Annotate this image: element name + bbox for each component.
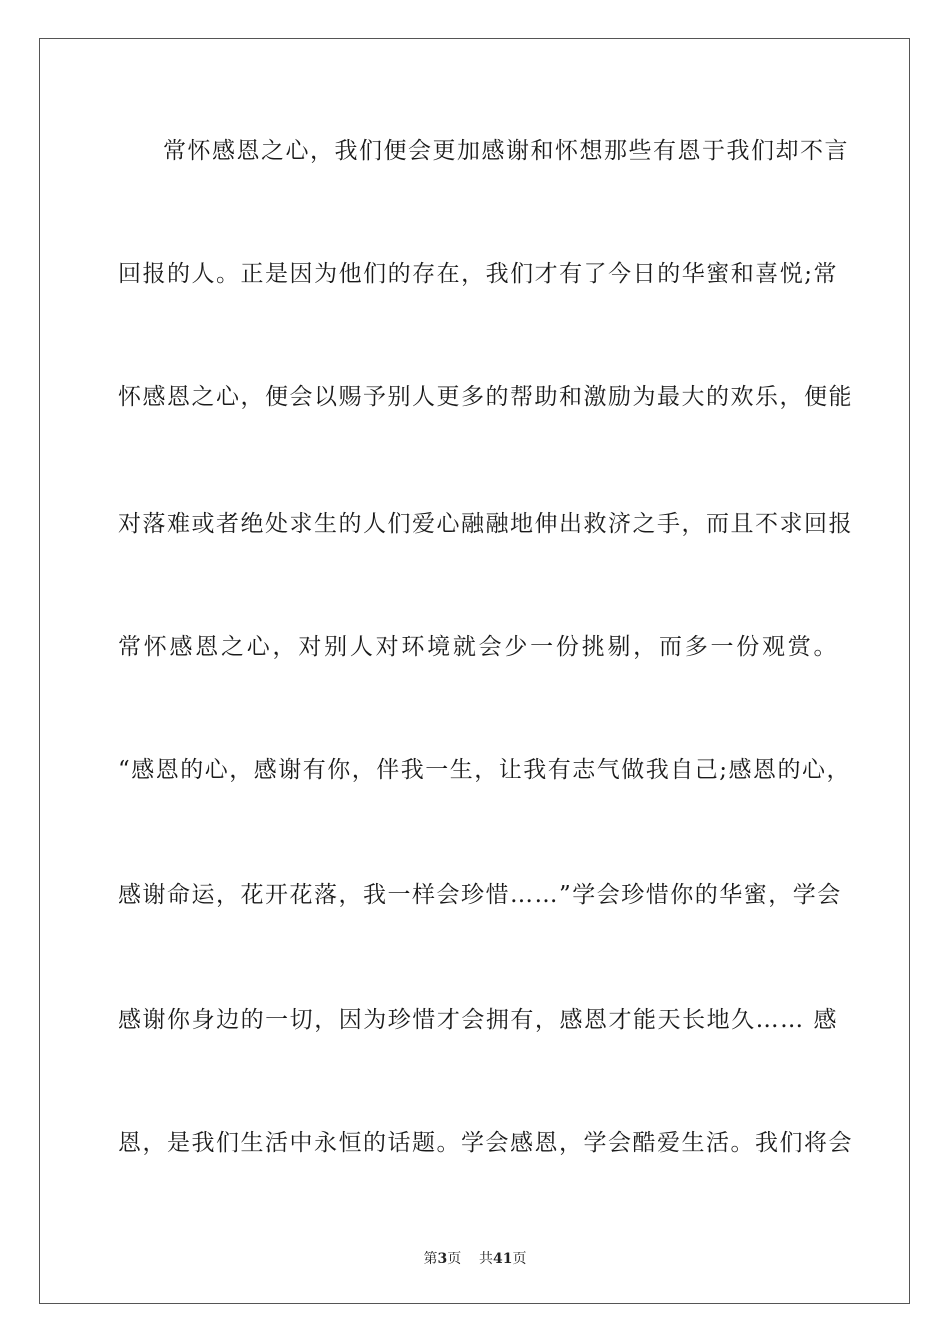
paragraph-line-2: 回报的人。正是因为他们的存在，我们才有了今日的华蜜和喜悦;常: [118, 261, 838, 287]
paragraph-line-3: 怀感恩之心，便会以赐予别人更多的帮助和激励为最大的欢乐，便能: [118, 384, 853, 410]
paragraph-line-6: “感恩的心，感谢有你，伴我一生，让我有志气做我自己;感恩的心，: [118, 757, 852, 783]
page-border: [39, 38, 910, 1304]
paragraph-line-8: 感谢你身边的一切，因为珍惜才会拥有，感恩才能天长地久…… 感: [118, 1007, 838, 1033]
footer-total-prefix: 共: [479, 1251, 494, 1267]
paragraph-line-7: 感谢命运，花开花落，我一样会珍惜……”学会珍惜你的华蜜，学会: [118, 882, 842, 908]
page-footer: [0, 1248, 950, 1268]
footer-total-pages: 41: [493, 1251, 513, 1267]
footer-page-number: 3: [437, 1251, 448, 1267]
footer-page-prefix: 第: [423, 1251, 438, 1267]
footer-page-suffix: 页: [447, 1251, 462, 1267]
paragraph-line-9: 恩，是我们生活中永恒的话题。学会感恩，学会酷爱生活。我们将会: [118, 1130, 853, 1156]
paragraph-line-5: 常怀感恩之心，对别人对环境就会少一份挑剔，而多一份观赏。: [118, 634, 838, 660]
paragraph-line-1: 常怀感恩之心，我们便会更加感谢和怀想那些有恩于我们却不言: [163, 138, 849, 164]
paragraph-line-4: 对落难或者绝处求生的人们爱心融融地伸出救济之手，而且不求回报: [118, 511, 853, 537]
footer-total-suffix: 页: [512, 1251, 527, 1267]
